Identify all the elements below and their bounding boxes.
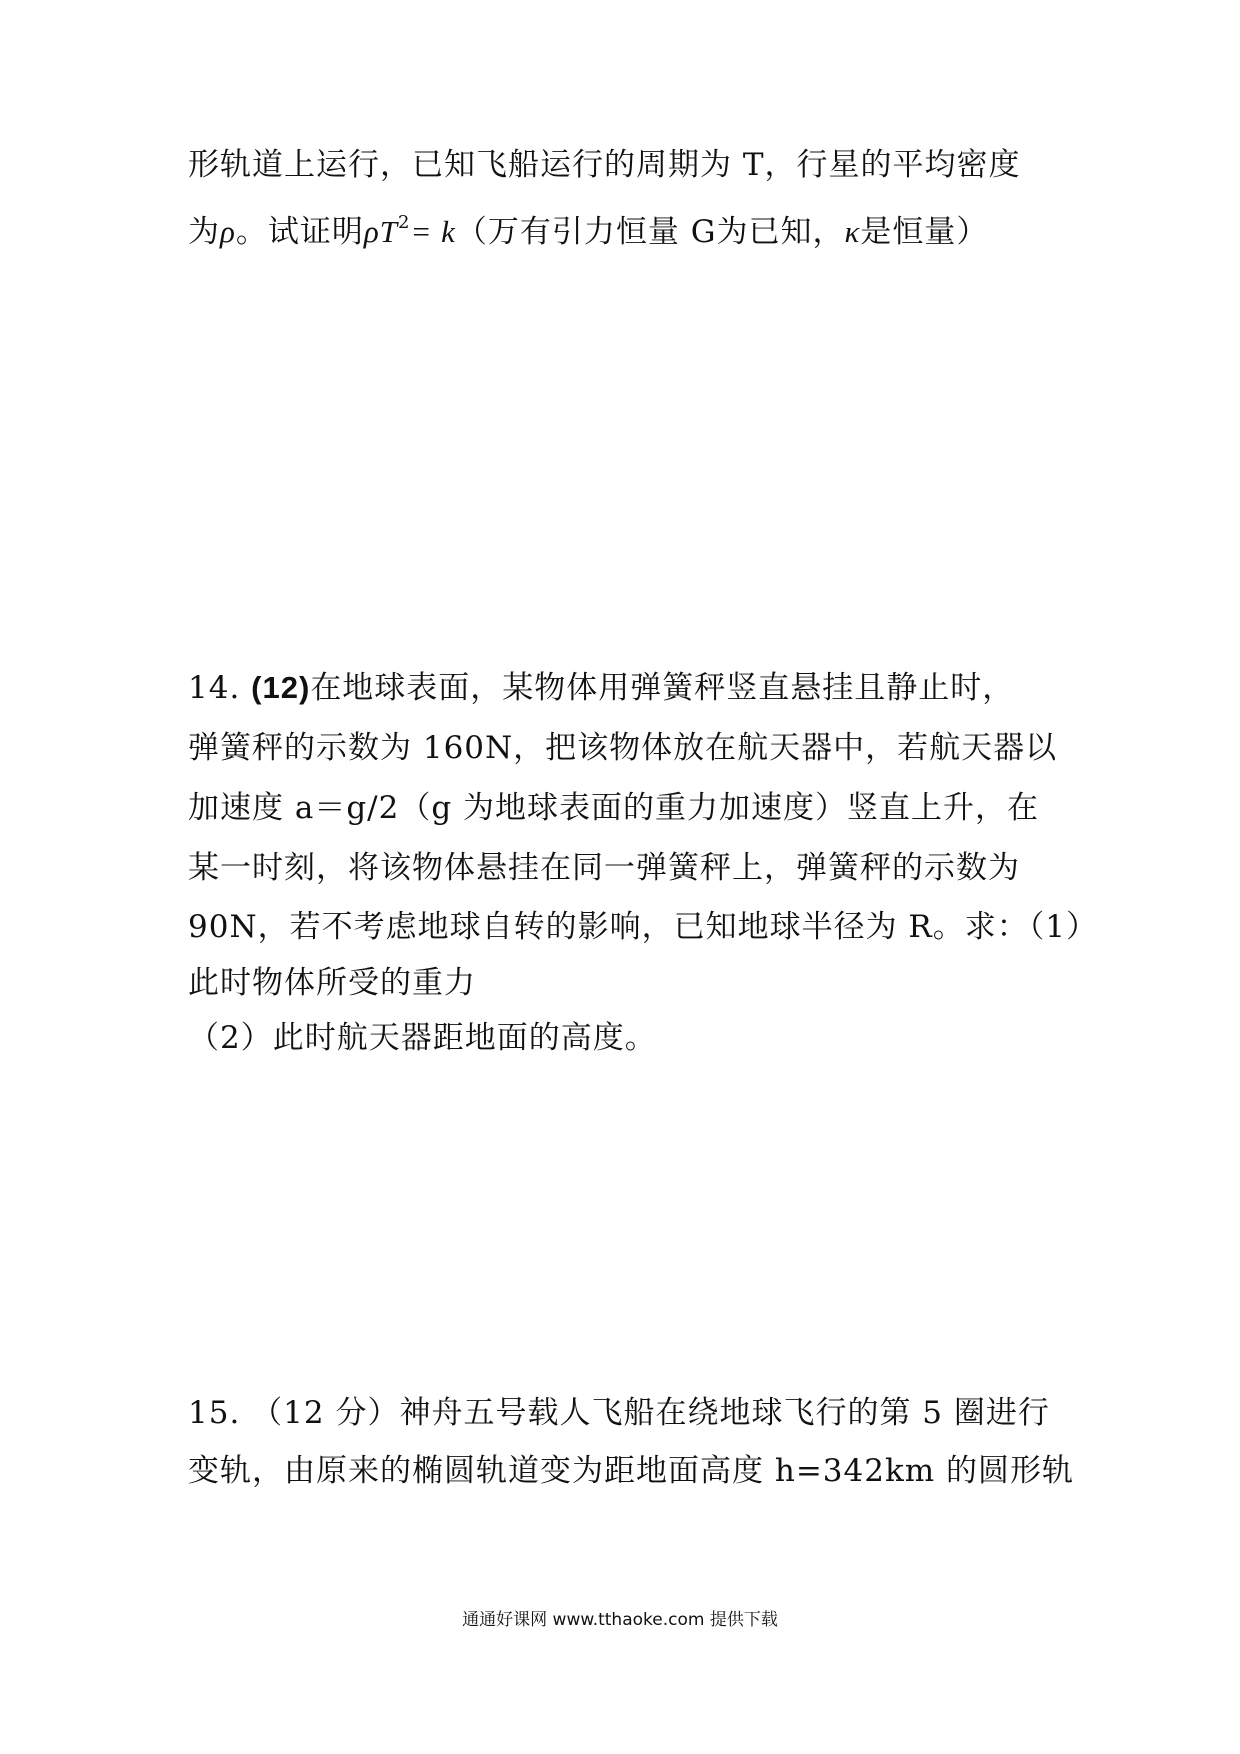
q13-line-2-text-d: 是恒量） — [860, 214, 989, 250]
q13-line-2 — [188, 203, 988, 252]
q14-line-2: 弹簧秤的示数为 160N，把该物体放在航天器中，若航天器以 — [188, 730, 1058, 766]
page-footer: 通通好课网 www.tthaoke.com 提供下载 — [462, 1610, 778, 1630]
formula-exponent: 2 — [398, 212, 411, 233]
q14-score: (12) — [251, 670, 311, 705]
formula-rho-t: ρT — [363, 214, 399, 249]
q15-line-1: 15. （12 分）神舟五号载人飞船在绕地球飞行的第 5 圈进行 — [188, 1395, 1050, 1431]
kappa-symbol: κ — [844, 214, 861, 249]
q13-line-2-text-b: 。试证明 — [235, 214, 364, 250]
q13-line-2-text-c: （万有引力恒量 G为已知， — [455, 214, 845, 250]
q14-line-7: （2）此时航天器距地面的高度。 — [188, 1020, 657, 1056]
q14-line-1-text: 在地球表面，某物体用弹簧秤竖直悬挂且静止时， — [310, 670, 1015, 706]
q14-number: 14. — [188, 670, 241, 706]
q14-line-6: 此时物体所受的重力 — [188, 965, 476, 1001]
rho-symbol: ρ — [220, 214, 236, 249]
q14-line-1 — [188, 668, 1014, 708]
q14-line-4: 某一时刻，将该物体悬挂在同一弹簧秤上，弹簧秤的示数为 — [188, 850, 1020, 886]
formula-equals-k: = k — [410, 214, 456, 249]
q13-line-2-text-a: 为 — [188, 214, 220, 250]
q15-line-2: 变轨，由原来的椭圆轨道变为距地面高度 h=342km 的圆形轨 — [188, 1453, 1074, 1489]
q14-line-5: 90N，若不考虑地球自转的影响，已知地球半径为 R。求：（1） — [188, 909, 1098, 945]
q14-line-3: 加速度 a＝g/2（g 为地球表面的重力加速度）竖直上升，在 — [188, 790, 1040, 826]
q13-line-1: 形轨道上运行，已知飞船运行的周期为 T，行星的平均密度 — [188, 147, 1021, 183]
